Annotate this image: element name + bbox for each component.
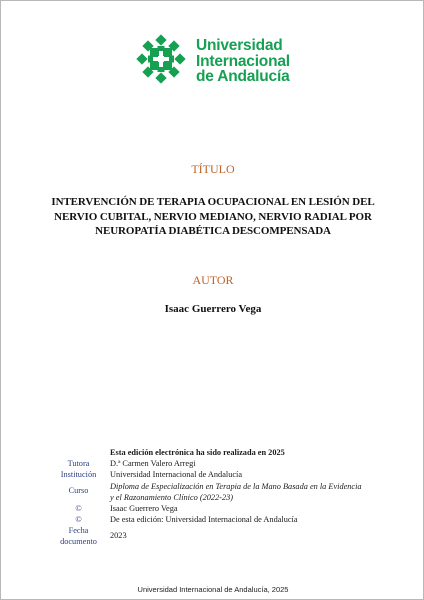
title-label: TÍTULO (191, 162, 235, 176)
logo-line-2: Internacional (196, 52, 290, 70)
uia-star-logo-icon (136, 34, 186, 84)
label-tutora: Tutora (67, 459, 90, 468)
value-fecha: 2023 (110, 531, 127, 541)
author-label: AUTOR (192, 273, 234, 287)
value-copyright-edition: De esta edición: Universidad Internacional de Andalucía (110, 515, 298, 525)
label-curso: Curso (68, 486, 89, 496)
university-name (196, 38, 290, 85)
edition-note: Esta edición electrónica ha sido realizada en 2025 (110, 448, 285, 457)
document-title (41, 195, 385, 239)
title-line-2: NERVIO CUBITAL, NERVIO MEDIANO, NERVIO RADIAL POR (54, 210, 372, 223)
university-logo (136, 34, 296, 84)
footer: Universidad Internacional de Andalucía, 2025 (137, 585, 289, 594)
label-fecha: Fecha (68, 526, 89, 536)
label-documento: documento (60, 537, 97, 547)
value-institucion: Universidad Internacional de Andalucía (110, 470, 243, 480)
label-copyright-2: © (75, 514, 82, 524)
info-labels (51, 458, 106, 547)
value-curso-line-1: Diploma de Especialización en Terapia de la Mano Basada en la Evidencia (110, 481, 362, 491)
info-values (110, 447, 410, 542)
logo-line-3: de Andalucía (196, 68, 290, 85)
value-curso-line-2: y el Razonamiento Clínico (2022-23) (110, 492, 234, 502)
author-name: Isaac Guerrero Vega (164, 303, 262, 315)
title-line-1: INTERVENCIÓN DE TERAPIA OCUPACIONAL EN LESIÓN DEL (51, 196, 375, 208)
logo-line-1: Universidad (196, 37, 283, 54)
value-tutora: D.ª Carmen Valero Arregi (110, 459, 196, 469)
label-copyright-1: © (75, 503, 82, 513)
title-line-3: NEUROPATÍA DIABÉTICA DESCOMPENSADA (95, 225, 331, 237)
value-copyright-author: Isaac Guerrero Vega (110, 504, 178, 514)
label-institucion: Institución (60, 470, 97, 480)
